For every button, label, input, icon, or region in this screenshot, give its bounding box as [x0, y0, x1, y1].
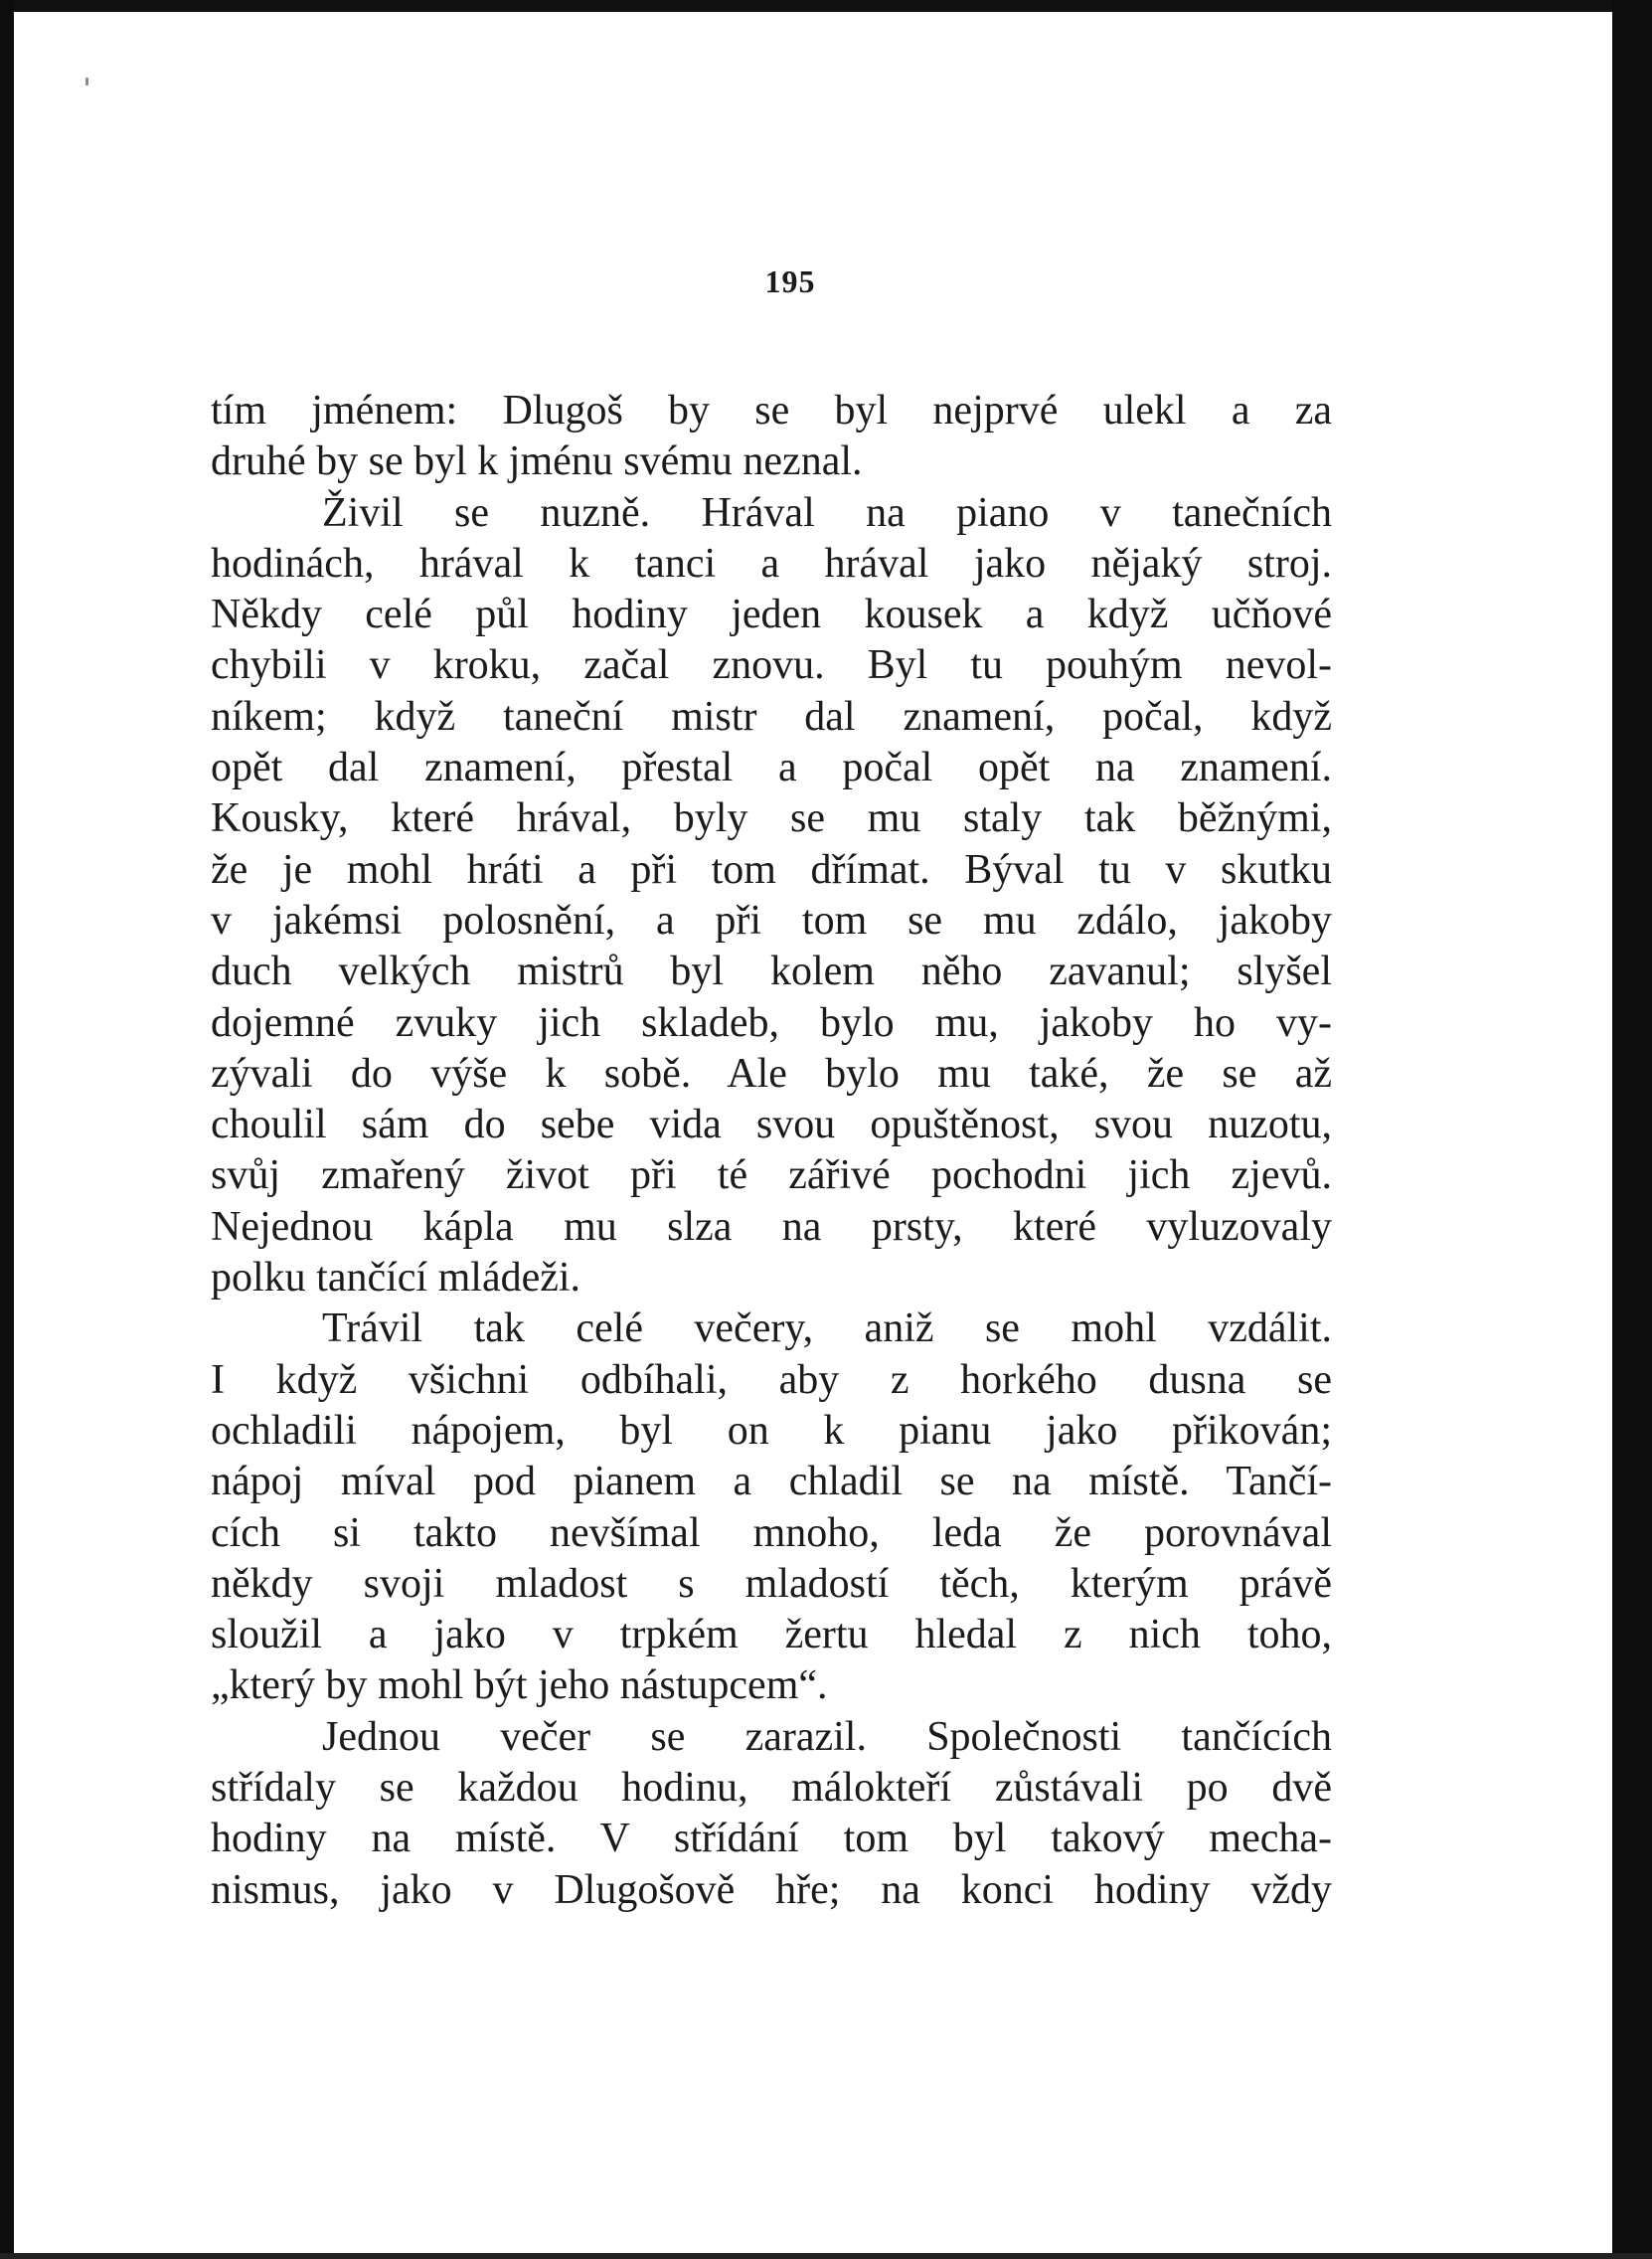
scan-border-right — [1612, 0, 1652, 2259]
text-line: polku tančící mládeži. — [211, 1255, 581, 1302]
text-line: níkem; když taneční mistr dal znamení, počal, když — [211, 693, 1332, 740]
text-line: ochladili nápojem, byl on k pianu jako přikován; — [211, 1407, 1332, 1454]
text-line: duch velkých mistrů byl kolem něho zavanul; slyšel — [211, 949, 1332, 995]
text-line: Nejednou kápla mu slza na prsty, které vyluzovaly — [211, 1203, 1332, 1250]
print-speck — [85, 78, 88, 86]
text-line: sloužil a jako v trpkém žertu hledal z nich toho, — [211, 1612, 1332, 1658]
text-line: nápoj míval pod pianem a chladil se na místě. Tančí- — [211, 1459, 1332, 1505]
text-line: cích si takto nevšímal mnoho, leda že porovnával — [211, 1509, 1332, 1556]
text-line: zývali do výše k sobě. Ale bylo mu také, že se až — [211, 1050, 1332, 1097]
text-line: Živil se nuzně. Hrával na piano v tanečních — [322, 489, 1332, 536]
text-line: Jednou večer se zarazil. Společnosti tančících — [322, 1713, 1332, 1760]
text-line: střídaly se každou hodinu, málokteří zůstávali po dvě — [211, 1765, 1332, 1812]
text-line: I když všichni odbíhali, aby z horkého dusna se — [211, 1356, 1332, 1403]
text-line: „který by mohl být jeho nástupcem“. — [211, 1662, 828, 1709]
text-line: hodiny na místě. V střídání tom byl takový mecha- — [211, 1816, 1332, 1862]
text-line: hodinách, hrával k tanci a hrával jako nějaký stroj. — [211, 540, 1332, 587]
text-line: Někdy celé půl hodiny jeden kousek a když učňové — [211, 592, 1332, 638]
text-line: někdy svoji mladost s mladostí těch, kterým právě — [211, 1560, 1332, 1607]
text-line: v jakémsi polosnění, a při tom se mu zdálo, jakoby — [211, 897, 1332, 944]
text-line: Kousky, které hrával, byly se mu staly tak běžnými, — [211, 795, 1332, 842]
text-line: opět dal znamení, přestal a počal opět na znamení. — [211, 745, 1332, 791]
body-text — [211, 386, 1332, 1916]
scan-border-left — [0, 0, 14, 2259]
text-line: svůj zmařený život při té zářivé pochodni jich zjevů. — [211, 1152, 1332, 1199]
text-line: tím jménem: Dlugoš by se byl nejprvé ulekl a za — [211, 388, 1332, 434]
text-line: chybili v kroku, začal znovu. Byl tu pouhým nevol- — [211, 642, 1332, 689]
scan-border-top — [0, 0, 1652, 12]
text-line: dojemné zvuky jich skladeb, bylo mu, jakoby ho vy- — [211, 999, 1332, 1046]
text-line: že je mohl hráti a při tom dřímat. Býval tu v skutku — [211, 846, 1332, 893]
text-line: druhé by se byl k jménu svému neznal. — [211, 438, 863, 485]
page-number: 195 — [764, 263, 816, 299]
scan-border-bottom — [0, 2253, 1652, 2259]
text-line: nismus, jako v Dlugošově hře; na konci hodiny vždy — [211, 1866, 1332, 1913]
text-line: choulil sám do sebe vida svou opuštěnost, svou nuzotu, — [211, 1102, 1332, 1148]
text-line: Trávil tak celé večery, aniž se mohl vzdálit. — [322, 1305, 1332, 1352]
